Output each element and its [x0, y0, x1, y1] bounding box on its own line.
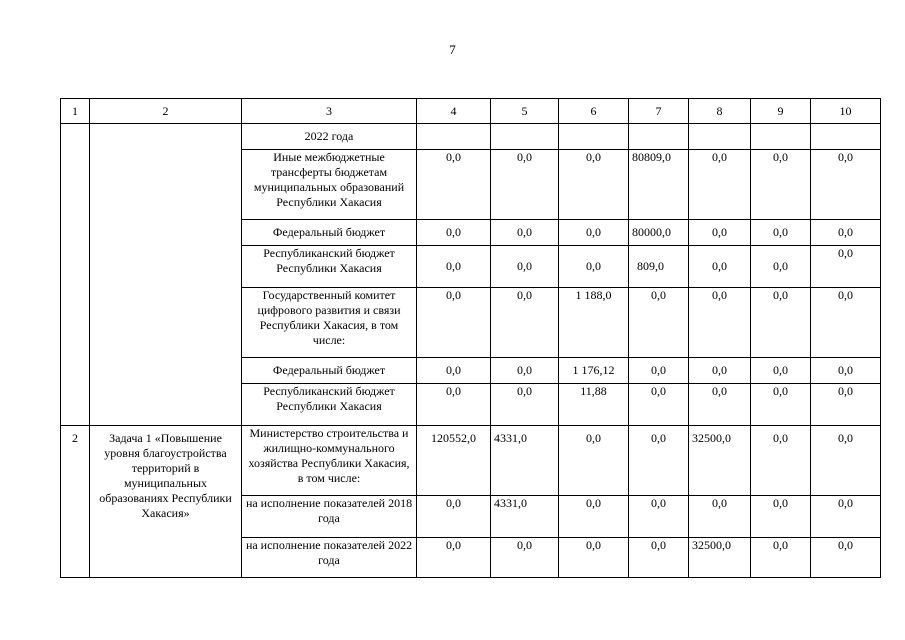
value-cell	[751, 124, 811, 150]
value-cell: 0,0	[417, 538, 491, 578]
description-cell: на исполнение показателей 2018 года	[242, 496, 417, 538]
value-cell: 0,0	[417, 358, 491, 384]
header-cell: 3	[242, 99, 417, 124]
value-cell: 0,0	[417, 220, 491, 246]
value-cell: 0,0	[689, 220, 751, 246]
value-cell: 0,0	[559, 150, 629, 220]
value-cell: 0,0	[559, 246, 629, 288]
value-cell: 1 188,0	[559, 288, 629, 358]
value-cell: 0,0	[689, 358, 751, 384]
value-cell: 0,0	[751, 384, 811, 426]
value-cell: 0,0	[491, 246, 559, 288]
value-cell: 0,0	[417, 288, 491, 358]
value-cell: 0,0	[629, 358, 689, 384]
value-cell: 0,0	[629, 496, 689, 538]
value-cell	[417, 124, 491, 150]
description-cell: на исполнение показателей 2022 года	[242, 538, 417, 578]
value-cell: 0,0	[559, 538, 629, 578]
value-cell	[491, 124, 559, 150]
header-cell: 9	[751, 99, 811, 124]
row-number-cell: 2	[61, 426, 90, 578]
value-cell: 0,0	[811, 358, 881, 384]
value-cell: 0,0	[689, 150, 751, 220]
header-cell: 2	[90, 99, 242, 124]
value-cell: 0,0	[491, 220, 559, 246]
value-cell	[689, 124, 751, 150]
budget-table	[60, 98, 881, 578]
value-cell: 0,0	[811, 538, 881, 578]
value-cell: 0,0	[417, 496, 491, 538]
value-cell: 0,0	[417, 246, 491, 288]
header-cell: 6	[559, 99, 629, 124]
value-cell: 0,0	[417, 150, 491, 220]
value-cell: 0,0	[689, 246, 751, 288]
value-cell: 0,0	[751, 288, 811, 358]
value-cell: 120552,0	[417, 426, 491, 496]
header-cell: 8	[689, 99, 751, 124]
value-cell: 809,0	[629, 246, 689, 288]
value-cell: 0,0	[629, 426, 689, 496]
value-cell: 0,0	[751, 220, 811, 246]
value-cell: 0,0	[559, 220, 629, 246]
description-cell: 2022 года	[242, 124, 417, 150]
value-cell: 0,0	[811, 426, 881, 496]
value-cell: 32500,0	[689, 538, 751, 578]
value-cell: 0,0	[811, 288, 881, 358]
header-cell: 1	[61, 99, 90, 124]
value-cell: 0,0	[559, 426, 629, 496]
page-number: 7	[449, 42, 456, 57]
value-cell: 0,0	[491, 288, 559, 358]
description-cell: Республиканский бюджет Республики Хакасия	[242, 246, 417, 288]
value-cell: 0,0	[491, 538, 559, 578]
value-cell: 0,0	[491, 384, 559, 426]
value-cell: 0,0	[689, 496, 751, 538]
header-cell: 4	[417, 99, 491, 124]
value-cell	[629, 124, 689, 150]
value-cell: 0,0	[811, 150, 881, 220]
description-cell: Государственный комитет цифрового развития и связи Республики Хакасия, в том числе:	[242, 288, 417, 358]
description-cell: Министерство строительства и жилищно-коммунального хозяйства Республики Хакасия, в том числе:	[242, 426, 417, 496]
task-cell	[90, 124, 242, 426]
value-cell: 0,0	[811, 220, 881, 246]
value-cell	[559, 124, 629, 150]
value-cell: 4331,0	[491, 496, 559, 538]
task-cell: Задача 1 «Повышение уровня благоустройства территорий в муниципальных образованиях Республики Хакасия»	[90, 426, 242, 578]
value-cell: 0,0	[751, 496, 811, 538]
description-cell: Федеральный бюджет	[242, 220, 417, 246]
header-cell: 7	[629, 99, 689, 124]
value-cell: 80000,0	[629, 220, 689, 246]
description-cell: Республиканский бюджет Республики Хакасия	[242, 384, 417, 426]
header-cell: 10	[811, 99, 881, 124]
value-cell: 0,0	[751, 426, 811, 496]
value-cell: 0,0	[751, 246, 811, 288]
value-cell	[811, 124, 881, 150]
value-cell: 0,0	[629, 538, 689, 578]
description-cell: Иные межбюджетные трансферты бюджетам муниципальных образований Республики Хакасия	[242, 150, 417, 220]
description-cell: Федеральный бюджет	[242, 358, 417, 384]
value-cell: 0,0	[689, 384, 751, 426]
value-cell: 0,0	[417, 384, 491, 426]
value-cell: 0,0	[629, 288, 689, 358]
value-cell: 0,0	[629, 384, 689, 426]
value-cell: 1 176,12	[559, 358, 629, 384]
value-cell: 0,0	[811, 246, 881, 288]
value-cell: 80809,0	[629, 150, 689, 220]
value-cell: 0,0	[811, 496, 881, 538]
value-cell: 0,0	[751, 538, 811, 578]
value-cell: 11,88	[559, 384, 629, 426]
value-cell: 0,0	[751, 358, 811, 384]
value-cell: 0,0	[491, 150, 559, 220]
table-row	[61, 426, 881, 496]
row-number-cell	[61, 124, 90, 426]
value-cell: 0,0	[689, 288, 751, 358]
value-cell: 0,0	[751, 150, 811, 220]
value-cell: 4331,0	[491, 426, 559, 496]
value-cell: 0,0	[491, 358, 559, 384]
table-row	[61, 124, 881, 150]
value-cell: 0,0	[811, 384, 881, 426]
header-cell: 5	[491, 99, 559, 124]
value-cell: 0,0	[559, 496, 629, 538]
header-row	[61, 99, 881, 124]
value-cell: 32500,0	[689, 426, 751, 496]
